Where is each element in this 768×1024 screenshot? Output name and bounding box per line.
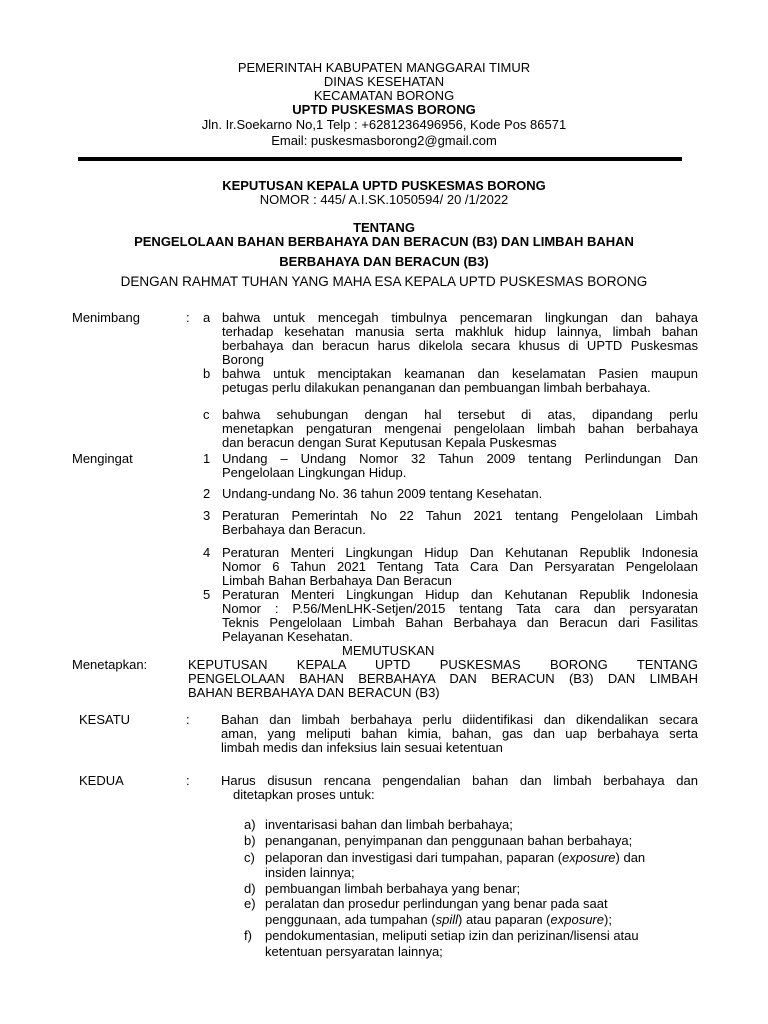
letterhead-institution: UPTD PUSKESMAS BORONG	[292, 102, 476, 117]
decree-about: TENTANG	[353, 220, 415, 235]
menimbang-a-text: bahwa untuk mencegah timbulnya pencemaran lingkungan dan bahaya terhadap kesehatan manusia serta makhluk hidup lainnya, limbah bahan berbahaya dan beracun harus dikelola secara khusus di UPTD Puskesmas Borong	[222, 310, 698, 367]
menimbang-b-marker: b	[203, 366, 211, 381]
kedua-a-marker: a)	[244, 817, 256, 832]
kesatu-label: KESATU	[79, 712, 131, 727]
menetapkan-text: KEPUTUSAN KEPALA UPTD PUSKESMAS BORONG TENTANG PENGELOLAAN BAHAN BERBAHAYA DAN BERACUN (B3) DAN LIMBAH BAHAN BERBAHAYA DAN BERACUN (B3)	[188, 657, 698, 700]
kedua-b-marker: b)	[244, 833, 256, 848]
mengingat-5-text: Peraturan Menteri Lingkungan Hidup dan Kehutanan Republik Indonesia Nomor : P.56/MenLHK-Setjen/2015 tentang Tata cara dan persyaratan Teknis Pengelolaan Limbah Bahan Berbahaya dan Beracun dari Fasilitas Pelayanan Kesehatan.	[222, 587, 698, 644]
letterhead-email: Email: puskesmasborong2@gmail.com	[271, 133, 497, 148]
letterhead-divider	[78, 157, 682, 161]
kedua-label: KEDUA	[79, 773, 124, 788]
letterhead-government: PEMERINTAH KABUPATEN MANGGARAI TIMUR	[237, 60, 531, 75]
mengingat-4-text: Peraturan Menteri Lingkungan Hidup Dan Kehutanan Republik Indonesia Nomor 6 Tahun 2021 Tentang Tata Cara Dan Persyaratan Pengelolaan Limbah Bahan Berbahaya Dan Beracun	[222, 545, 698, 588]
menimbang-a-marker: a	[203, 310, 211, 325]
kedua-text: Harus disusun rencana pengendalian bahan dan limbah berbahaya dan ditetapkan proses untuk:	[221, 773, 698, 802]
kedua-colon: :	[186, 773, 190, 788]
mengingat-1-marker: 1	[203, 451, 211, 466]
kedua-b-text: penanganan, penyimpanan dan penggunaan bahan berbahaya;	[265, 833, 633, 848]
kedua-f-marker: f)	[244, 928, 252, 943]
mengingat-5-marker: 5	[203, 587, 211, 602]
kedua-e-text: peralatan dan prosedur perlindungan yang benar pada saat	[265, 896, 608, 911]
memutuskan-heading: MEMUTUSKAN	[342, 643, 435, 658]
kedua-e-text-line2: penggunaan, ada tumpahan (spill) atau paparan (exposure);	[265, 912, 612, 927]
kesatu-text: Bahan dan limbah berbahaya perlu diidentifikasi dan dikendalikan secara aman, yang meliputi bahan kimia, bahan, gas dan uap berbahaya serta limbah medis dan infeksius lain sesuai ketentuan	[221, 712, 698, 755]
mengingat-4-marker: 4	[203, 545, 211, 560]
kedua-c-marker: c)	[244, 850, 255, 865]
decree-preamble: DENGAN RAHMAT TUHAN YANG MAHA ESA KEPALA UPTD PUSKESMAS BORONG	[120, 274, 648, 289]
kedua-d-marker: d)	[244, 881, 256, 896]
mengingat-1-text: Undang – Undang Nomor 32 Tahun 2009 tentang Perlindungan Dan Pengelolaan Lingkungan Hidup.	[222, 451, 698, 480]
menimbang-label: Menimbang	[72, 310, 140, 325]
menimbang-c-marker: c	[203, 407, 210, 422]
mengingat-3-marker: 3	[203, 508, 211, 523]
decree-subject-line2: BERBAHAYA DAN BERACUN (B3)	[279, 254, 489, 269]
mengingat-3-text: Peraturan Pemerintah No 22 Tahun 2021 tentang Pengelolaan Limbah Berbahaya dan Beracun.	[222, 508, 698, 537]
decree-number: NOMOR : 445/ A.I.SK.1050594/ 20 /1/2022	[259, 192, 509, 207]
kedua-f-text-line2: ketentuan persyaratan lainnya;	[265, 944, 443, 959]
mengingat-label: Mengingat	[72, 451, 133, 466]
menimbang-c-text: bahwa sehubungan dengan hal tersebut di atas, dipandang perlu menetapkan pengaturan mengenai pengelolaan limbah bahan berbahaya dan beracun dengan Surat Keputusan Kepala Puskesmas	[222, 407, 698, 450]
letterhead-address: Jln. Ir.Soekarno No,1 Telp : +6281236496956, Kode Pos 86571	[201, 117, 567, 132]
kesatu-colon: :	[186, 712, 190, 727]
kedua-e-marker: e)	[244, 896, 256, 911]
letterhead-department: DINAS KESEHATAN	[323, 74, 445, 89]
mengingat-2-text: Undang-undang No. 36 tahun 2009 tentang Kesehatan.	[222, 486, 543, 501]
menetapkan-label: Menetapkan:	[72, 657, 148, 672]
decree-subject-line1: PENGELOLAAN BAHAN BERBAHAYA DAN BERACUN (B3) DAN LIMBAH BAHAN	[134, 234, 634, 249]
menimbang-b-text: bahwa untuk menciptakan keamanan dan keselamatan Pasien maupun petugas perlu dilakukan penanganan dan pembuangan limbah berbahaya.	[222, 366, 698, 395]
decree-title: KEPUTUSAN KEPALA UPTD PUSKESMAS BORONG	[222, 178, 546, 193]
kedua-d-text: pembuangan limbah berbahaya yang benar;	[265, 881, 521, 896]
kedua-a-text: inventarisasi bahan dan limbah berbahaya;	[265, 817, 513, 832]
kedua-c-text: pelaporan dan investigasi dari tumpahan, paparan (exposure) dan	[265, 850, 646, 865]
letterhead-district: KECAMATAN BORONG	[313, 88, 455, 103]
mengingat-2-marker: 2	[203, 486, 211, 501]
kedua-f-text: pendokumentasian, meliputi setiap izin dan perizinan/lisensi atau	[265, 928, 639, 943]
menimbang-colon: :	[186, 310, 190, 325]
kedua-c-text-line2: insiden lainnya;	[265, 865, 355, 880]
